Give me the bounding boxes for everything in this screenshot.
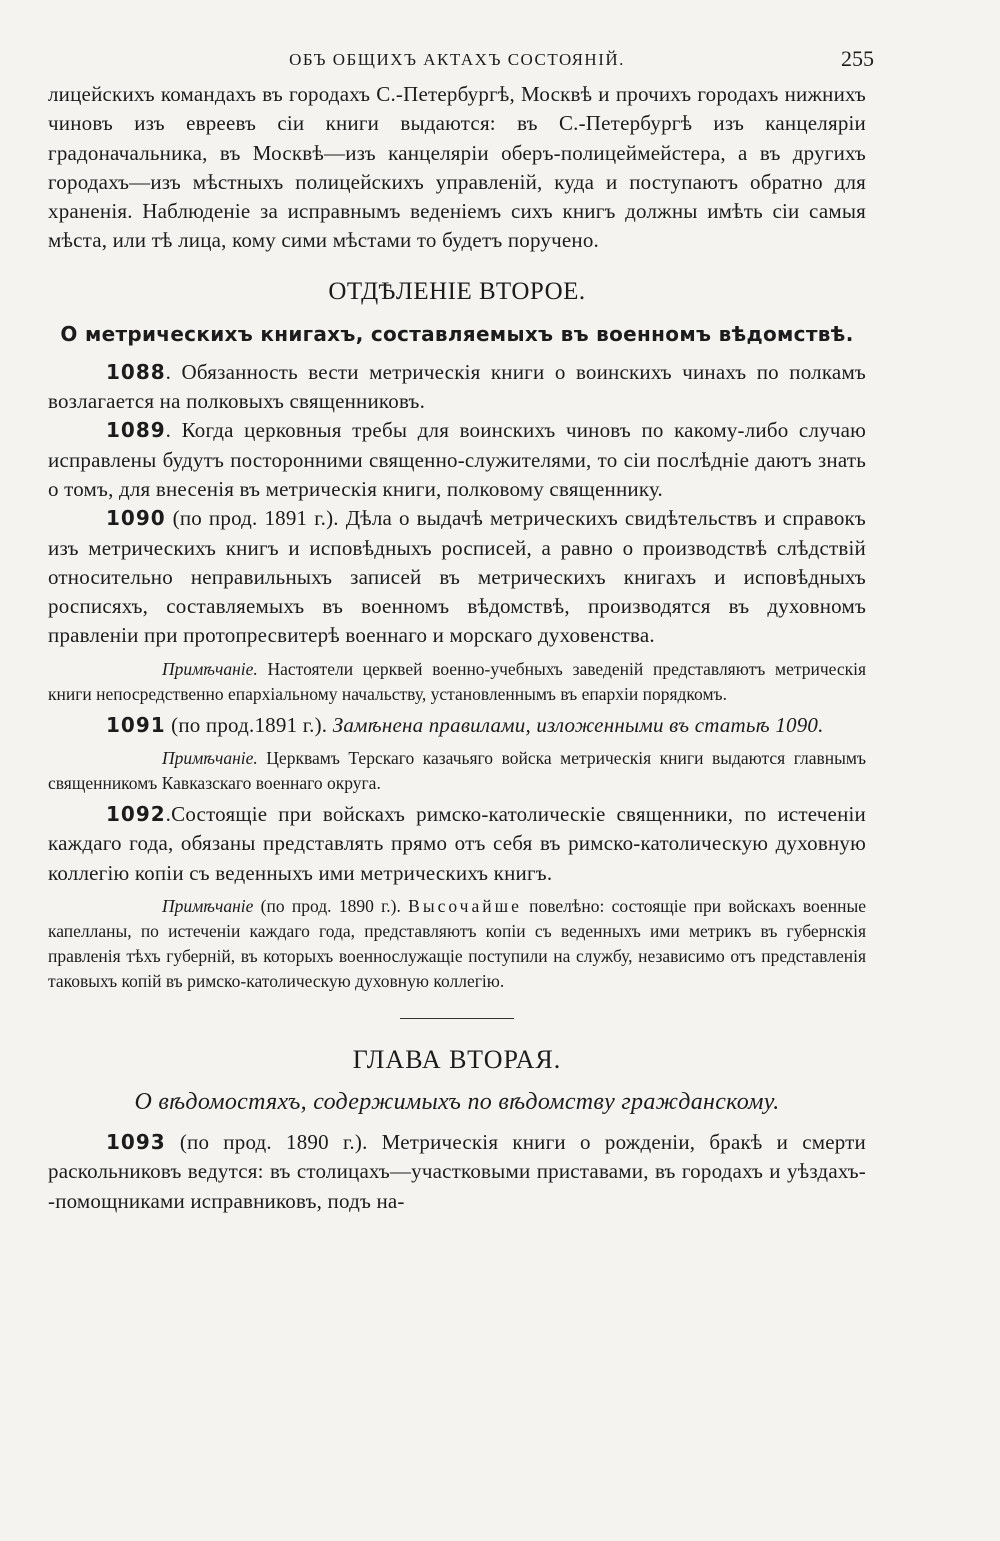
note-text: повелѣно: состоящiе при войскахъ военные капелланы, по истеченiи каждаго года, представляютъ копiи съ веденныхъ ими метрикъ въ губернскiя правленiя тѣхъ губернiй, въ которыхъ военнослужащiе поступили на службу, независимо отъ представленiя таковыхъ копiй въ римско-католическую духовную коллегiю. — [48, 895, 866, 991]
section-title: ОТДѢЛЕНIЕ ВТОРОЕ. — [328, 277, 586, 305]
note-pre: (по прод. 1890 г.). — [253, 895, 409, 916]
running-title: ОБЪ ОБЩИХЪ АКТАХЪ СОСТОЯНIЙ. — [289, 50, 625, 69]
article-number: 1092 — [106, 802, 166, 827]
running-header — [48, 40, 874, 80]
section-divider — [400, 1018, 514, 1019]
note-1090 — [48, 657, 866, 707]
note-spaced-word: Высочайше — [408, 895, 522, 916]
note-text: Церквамъ Терскаго казачьяго войска метрическiя книги выдаются главнымъ священникомъ Кавказскаго военнаго округа. — [48, 748, 866, 794]
note-text: Настоятели церквей военно-учебныхъ заведенiй представляютъ метрическiя книги непосредственно епархiальному начальству, установленнымъ въ епархiи порядкомъ. — [48, 658, 866, 704]
article-number: 1091 — [106, 712, 166, 737]
article-number: 1089 — [106, 418, 166, 443]
article-text: (по прод. 1891 г.). Дѣла о выдачѣ метрическихъ свидѣтельствъ и справокъ изъ метрическихъ книгъ и исповѣдныхъ росписей, а равно о производствѣ слѣдствiй относительно неправильныхъ записей въ метрическихъ книгахъ и исповѣдныхъ росписяхъ, составляемыхъ въ военномъ вѣдомствѣ, производятся въ духовномъ правленiи при протопресвитерѣ военнаго и морскаго духовенства. — [48, 506, 866, 648]
article-text: . Когда церковныя требы для воинскихъ чиновъ по какому-либо случаю исправлены будутъ посторонними священно-служителями, то сiи послѣднiе даютъ знать о томъ, для внесенiя въ метрическiя книги, полковому священнику. — [48, 418, 866, 501]
chapter-title: ГЛАВА ВТОРАЯ. — [352, 1044, 562, 1074]
article-1093 — [48, 1128, 866, 1216]
article-text: (по прод.1891 г.). — [165, 712, 333, 737]
page-number: 255 — [841, 46, 874, 71]
article-1092 — [48, 800, 866, 888]
article-text: . Обязанность вести метрическiя книги о воинскихъ чинахъ по полкамъ возлагается на полковыхъ священниковъ. — [48, 359, 866, 414]
article-number: 1093 — [106, 1129, 166, 1154]
article-1089 — [48, 416, 866, 504]
article-1088 — [48, 358, 866, 417]
article-italic-text: Замѣнена правилами, изложенными въ статьѣ 1090. — [332, 712, 824, 737]
note-1091 — [48, 746, 866, 796]
article-1090 — [48, 504, 866, 650]
document-page — [48, 40, 874, 1216]
article-text: .Состоящiе при войскахъ римско-католическiе священники, по истеченiи каждаго года, обязаны представлять прямо отъ себя въ римско-католическую духовную коллегiю копiи съ веденныхъ ими метрическихъ книгъ. — [48, 802, 866, 885]
article-1091 — [48, 711, 866, 740]
note-label: Примѣчанiе — [162, 895, 254, 916]
article-number: 1090 — [106, 506, 166, 531]
intro-paragraph: лицейскихъ командахъ въ городахъ С.-Петербургѣ, Москвѣ и прочихъ городахъ нижнихъ чиновъ изъ евреевъ сiи книги выдаются: въ С.-Петербургѣ изъ канцелярiи градоначальника, въ Москвѣ—изъ канцелярiи оберъ-полицеймейстера, а въ другихъ городахъ—изъ мѣстныхъ полицейскихъ управленiй, куда и поступаютъ обратно для храненiя. Наблюденiе за исправнымъ веденiемъ сихъ книгъ должны имѣть сiи самыя мѣста, или тѣ лица, кому сими мѣстами то будетъ поручено. — [48, 82, 866, 253]
section-subtitle: О метрическихъ книгахъ, составляемыхъ въ военномъ вѣдомствѣ. — [60, 321, 854, 346]
article-text: (по прод. 1890 г.). Метрическiя книги о рожденiи, бракѣ и смерти раскольниковъ ведутся: въ столицахъ—участковыми приставами, въ городахъ и уѣздахъ--помощниками исправниковъ, подъ на- — [48, 1129, 866, 1213]
chapter-subtitle: О вѣдомостяхъ, содержимыхъ по вѣдомству гражданскому. — [134, 1088, 780, 1115]
article-number: 1088 — [106, 359, 166, 384]
note-1092 — [48, 894, 866, 994]
note-label: Примѣчанiе. — [162, 748, 258, 769]
note-label: Примѣчанiе. — [162, 658, 258, 679]
